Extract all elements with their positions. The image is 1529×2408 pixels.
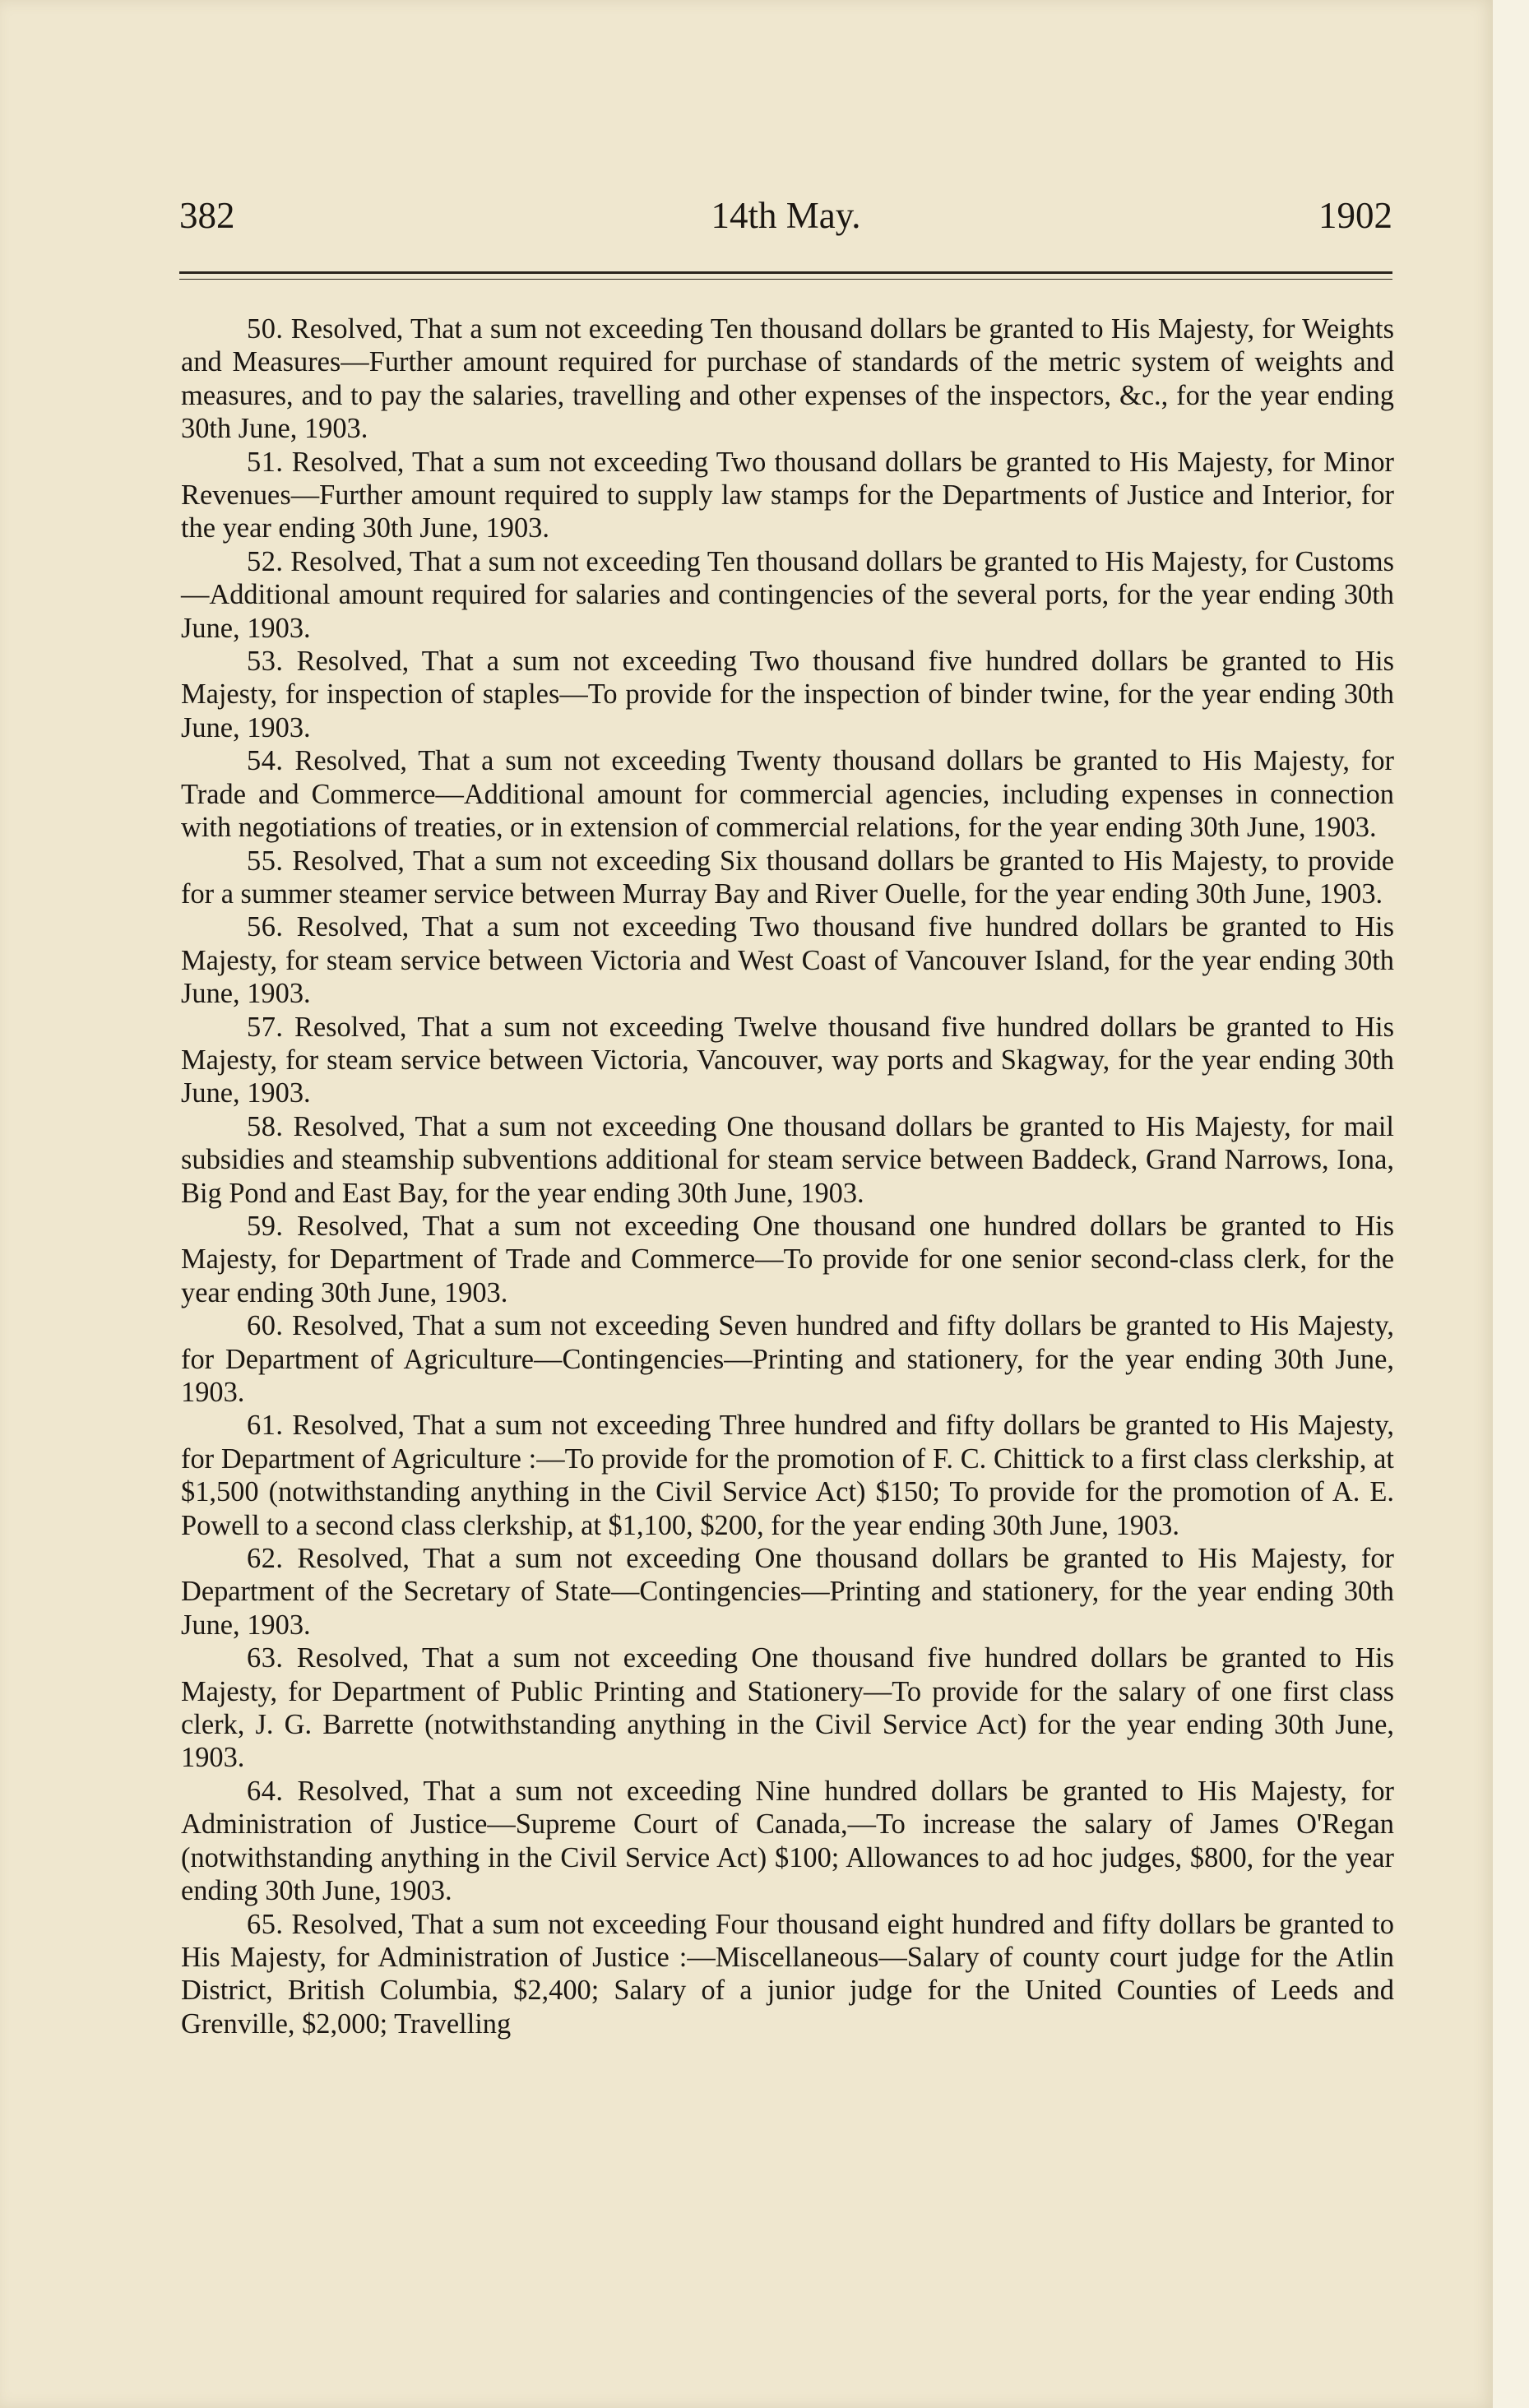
- resolution-53: [181, 645, 1394, 744]
- resolution-number: 59.: [247, 1210, 284, 1242]
- resolution-number: 62.: [247, 1543, 284, 1575]
- running-head: [179, 194, 1392, 243]
- resolution-text: Resolved, That a sum not exceeding Four thousand eight hundred and fifty dollars be granted to His Majesty, for Administration of Justice :—Miscellaneous—Salary of county court judge for the Atlin District, British Columbia, $2,400; Salary of a junior judge for the United Counties of Leeds and Grenville, $2,000; Travelling: [181, 1908, 1394, 2040]
- resolution-54: [181, 744, 1394, 844]
- resolution-55: [181, 845, 1394, 911]
- resolution-50: [181, 313, 1394, 446]
- resolution-text: Resolved, That a sum not exceeding One thousand dollars be granted to His Majesty, for Department of the Secretary of State—Contingencies—Printing and stationery, for the year ending 30th June, 1903.: [181, 1543, 1394, 1641]
- resolution-number: 58.: [247, 1110, 284, 1142]
- page-number: 382: [179, 195, 235, 236]
- resolution-text: Resolved, That a sum not exceeding Twelve thousand five hundred dollars be granted to His Majesty, for steam service between Victoria, Vancouver, way ports and Skagway, for the year ending 30th June, 1903.: [181, 1011, 1394, 1109]
- resolution-number: 56.: [247, 911, 284, 943]
- resolution-text: Resolved, That a sum not exceeding One thousand dollars be granted to His Majesty, for mail subsidies and steamship subventions additional for steam service between Baddeck, Grand Narrows, Iona, Big Pond and East Bay, for the year ending 30th June, 1903.: [181, 1110, 1394, 1209]
- resolution-text: Resolved, That a sum not exceeding Six thousand dollars be granted to His Majesty, to provide for a summer steamer service between Murray Bay and River Ouelle, for the year ending 30th June, 1903.: [181, 845, 1394, 910]
- resolution-63: [181, 1642, 1394, 1775]
- header-date: 14th May.: [711, 195, 861, 236]
- resolution-number: 65.: [247, 1908, 284, 1940]
- resolution-number: 60.: [247, 1310, 284, 1342]
- resolution-61: [181, 1409, 1394, 1542]
- resolution-59: [181, 1210, 1394, 1309]
- resolution-56: [181, 910, 1394, 1010]
- resolution-64: [181, 1775, 1394, 1908]
- resolution-number: 55.: [247, 845, 284, 877]
- resolution-text: Resolved, That a sum not exceeding Two thousand dollars be granted to His Majesty, for Minor Revenues—Further amount required to supply law stamps for the Departments of Justice and Interior, for the year ending 30th June, 1903.: [181, 446, 1394, 544]
- header-year: 1902: [1318, 195, 1392, 236]
- resolution-number: 51.: [247, 446, 284, 478]
- resolution-number: 52.: [247, 545, 284, 577]
- resolution-text: Resolved, That a sum not exceeding One thousand five hundred dollars be granted to His Majesty, for Department of Public Printing and Stationery—To provide for the salary of one first class clerk, J. G. Barrette (notwithstanding anything in the Civil Service Act) for the year ending 30th June, 1903.: [181, 1642, 1394, 1774]
- resolution-58: [181, 1110, 1394, 1210]
- resolution-text: Resolved, That a sum not exceeding Seven hundred and fifty dollars be granted to His Majesty, for Department of Agriculture—Contingencies—Printing and stationery, for the year ending 30th June, 1903.: [181, 1310, 1394, 1408]
- resolution-number: 50.: [247, 313, 284, 345]
- resolution-number: 61.: [247, 1410, 284, 1442]
- resolution-62: [181, 1542, 1394, 1642]
- resolution-text: Resolved, That a sum not exceeding Two thousand five hundred dollars be granted to His Majesty, for inspection of staples—To provide for the inspection of binder twine, for the year ending 30th June, 1903.: [181, 646, 1394, 743]
- resolution-65: [181, 1908, 1394, 2041]
- resolution-text: Resolved, That a sum not exceeding Nine hundred dollars be granted to His Majesty, for Administration of Justice—Supreme Court of Canada,—To increase the salary of James O'Regan (notwithstanding anything in the Civil Service Act) $100; Allowances to ad hoc judges, $800, for the year ending 30th June, 1903.: [181, 1775, 1394, 1907]
- page-edge: [1493, 0, 1529, 2408]
- resolution-57: [181, 1011, 1394, 1110]
- resolution-60: [181, 1309, 1394, 1409]
- resolution-text: Resolved, That a sum not exceeding Twenty thousand dollars be granted to His Majesty, for Trade and Commerce—Additional amount for commercial agencies, including expenses in connection with negotiations of treaties, or in extension of commercial relations, for the year ending 30th June, 1903.: [181, 745, 1394, 844]
- header-rule-thin: [179, 279, 1392, 280]
- resolution-text: Resolved, That a sum not exceeding One thousand one hundred dollars be granted to His Majesty, for Department of Trade and Commerce—To provide for one senior second-class clerk, for the year ending 30th June, 1903.: [181, 1210, 1394, 1308]
- resolution-52: [181, 545, 1394, 645]
- resolution-number: 63.: [247, 1642, 284, 1674]
- resolution-text: Resolved, That a sum not exceeding Two thousand five hundred dollars be granted to His Majesty, for steam service between Victoria and West Coast of Vancouver Island, for the year ending 30th June, 1903.: [181, 911, 1394, 1010]
- resolution-51: [181, 446, 1394, 545]
- resolution-number: 53.: [247, 646, 284, 678]
- resolution-text: Resolved, That a sum not exceeding Three hundred and fifty dollars be granted to His Majesty, for Department of Agriculture :—To provide for the promotion of F. C. Chittick to a first class clerkship, at $1,500 (notwithstanding anything in the Civil Service Act) $150; To provide for the promotion of A. E. Powell to a second class clerkship, at $1,100, $200, for the year ending 30th June, 1903.: [181, 1410, 1394, 1541]
- resolution-text: Resolved, That a sum not exceeding Ten thousand dollars be granted to His Majesty, for Weights and Measures—Further amount required for purchase of standards of the metric system of weights and measures, and to pay the salaries, travelling and other expenses of the inspectors, &c., for the year ending 30th June, 1903.: [181, 313, 1394, 445]
- header-rule-thick: [179, 271, 1392, 274]
- resolution-text: Resolved, That a sum not exceeding Ten thousand dollars be granted to His Majesty, for Customs—Additional amount required for salaries and contingencies of the several ports, for the year ending 30th June, 1903.: [181, 545, 1394, 644]
- resolutions-text: [181, 313, 1394, 2040]
- resolution-number: 64.: [247, 1775, 284, 1807]
- resolution-number: 57.: [247, 1011, 284, 1043]
- resolution-number: 54.: [247, 745, 284, 777]
